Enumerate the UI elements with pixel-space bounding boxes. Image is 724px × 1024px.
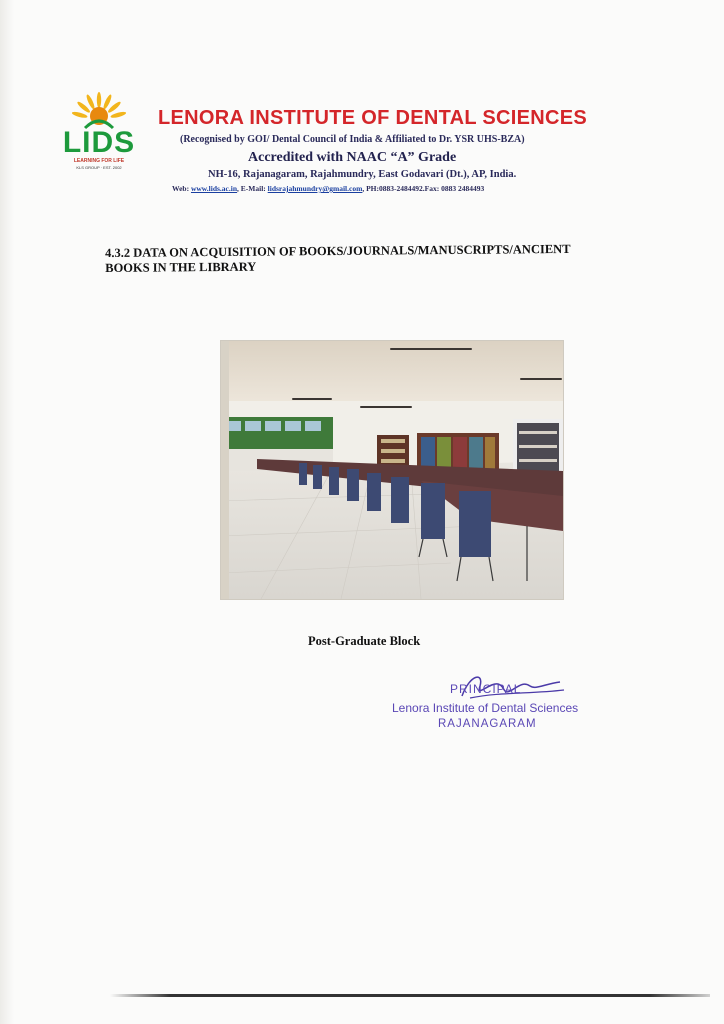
recognition-line: (Recognised by GOI/ Dental Council of India & Affiliated to Dr. YSR UHS-BZA) — [180, 134, 525, 145]
address-line: NH-16, Rajanagaram, Rajahmundry, East Godavari (Dt.), AP, India. — [208, 169, 517, 180]
stamp-institute: Lenora Institute of Dental Sciences — [392, 701, 579, 715]
section-heading-line-1: 4.3.2 DATA ON ACQUISITION OF BOOKS/JOURNALS/MANUSCRIPTS/ANCIENT — [105, 241, 571, 260]
section-heading-line-2: BOOKS IN THE LIBRARY — [105, 259, 257, 275]
logo-subtag: KLS GROUP · EST. 2002 — [76, 165, 122, 170]
web-label: Web: — [172, 184, 190, 193]
email-label: , E-Mail: — [237, 184, 266, 193]
website-link[interactable]: www.lids.ac.in — [190, 184, 238, 193]
section-heading — [105, 241, 625, 276]
bottom-rule — [110, 994, 710, 997]
accreditation-line: Accredited with NAAC “A” Grade — [248, 150, 457, 165]
logo-tagline: LEARNING FOR LIFE — [73, 158, 125, 164]
contact-line — [172, 184, 484, 193]
principal-stamp — [380, 668, 600, 738]
scan-edge-shadow — [0, 0, 14, 1024]
sun-flower-icon — [50, 90, 148, 130]
institute-name: LENORA INSTITUTE OF DENTAL SCIENCES — [158, 107, 588, 129]
lids-logo — [50, 90, 148, 172]
stamp-place: RAJANAGARAM — [438, 718, 537, 730]
email-link[interactable]: lidsrajahmundry@gmail.com — [267, 184, 363, 193]
stamp-title: PRINCIPAL — [450, 682, 522, 696]
photo-caption: Post-Graduate Block — [308, 634, 421, 648]
library-photo — [220, 340, 564, 600]
phone-fax: , PH:0883-2484492.Fax: 0883 2484493 — [362, 184, 485, 193]
logo-wordmark: LIDS — [62, 126, 136, 159]
